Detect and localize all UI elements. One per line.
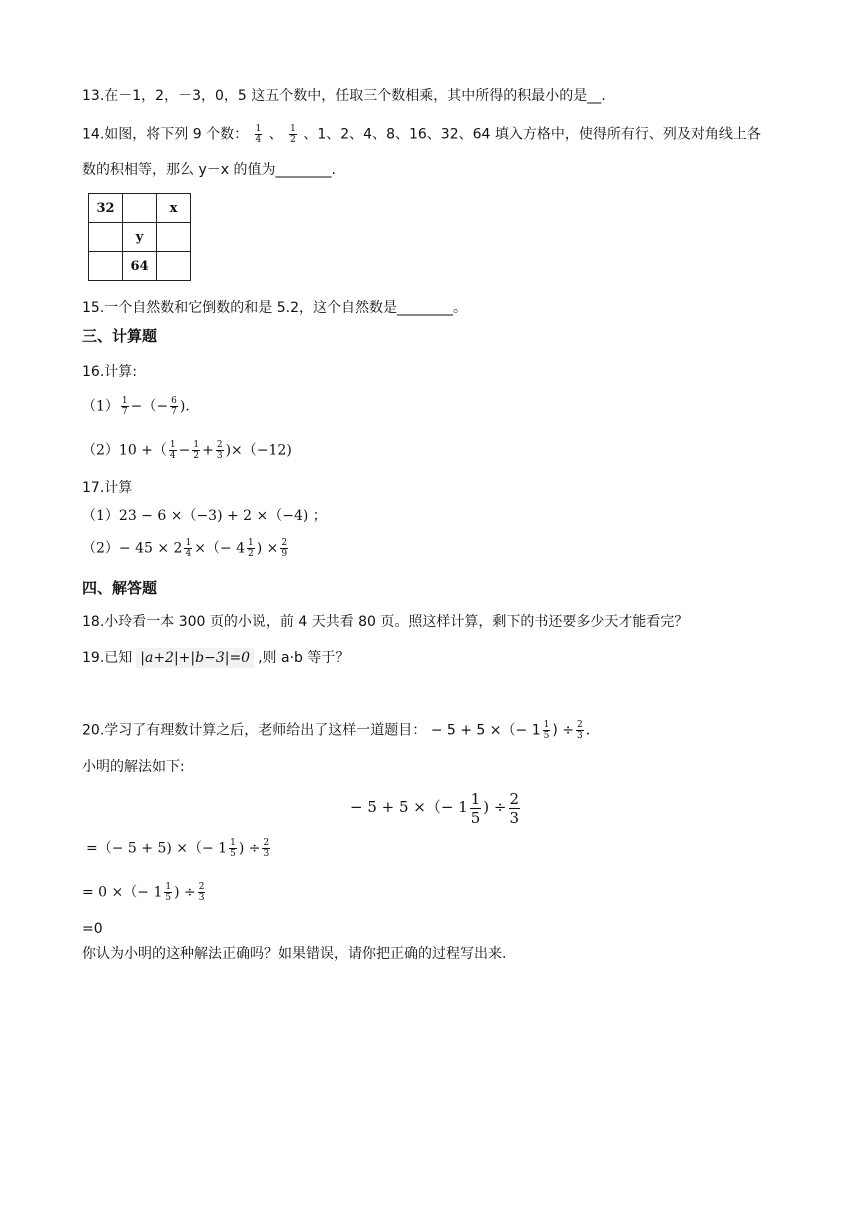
fraction: $\frac{1}{4}$ bbox=[169, 440, 176, 461]
math-text: ． bbox=[585, 722, 600, 739]
fraction: $\frac{2}{3}$ bbox=[263, 838, 270, 859]
grid-cell bbox=[89, 223, 123, 252]
question-15 bbox=[82, 298, 467, 318]
math-text: ) ÷ bbox=[552, 722, 574, 739]
math-text: ) ÷ bbox=[483, 798, 507, 816]
math-text: ) × bbox=[256, 540, 279, 557]
grid-cell bbox=[123, 194, 157, 223]
grid-cell bbox=[89, 252, 123, 281]
math-text: ) ÷ bbox=[174, 884, 196, 901]
math-text: + bbox=[202, 442, 214, 459]
question-14-line2 bbox=[82, 160, 336, 180]
separator: 、 bbox=[268, 126, 283, 143]
math-text: （2）10 +（ bbox=[82, 442, 167, 459]
fraction: $\frac{1}{7}$ bbox=[121, 396, 128, 417]
math-text: ) ÷ bbox=[238, 840, 261, 857]
grid-cell bbox=[157, 223, 191, 252]
math-text: 20.学习了有理数计算之后，老师给出了这样一道题目： − 5 + 5 ×（− 1 bbox=[82, 722, 541, 739]
q19-prefix: 19.已知 bbox=[82, 650, 133, 666]
grid-cell bbox=[157, 252, 191, 281]
grid-cell: 32 bbox=[89, 194, 123, 223]
math-text: ×（− 4 bbox=[194, 540, 246, 557]
question-17-part2 bbox=[82, 538, 290, 559]
fraction: $\frac{1}{5}$ bbox=[230, 838, 236, 859]
fraction: $\frac{1}{5}$ bbox=[470, 789, 481, 827]
fraction: $\frac{1}{2}$ bbox=[193, 440, 200, 461]
q19-suffix: ,则 a·b 等于？ bbox=[258, 650, 350, 666]
fraction: $\frac{1}{2}$ bbox=[248, 538, 254, 559]
absolute-value-equation: |a+2|+|b−3|=0 bbox=[136, 648, 254, 668]
grid-cell: y bbox=[123, 223, 157, 252]
question-16-part2 bbox=[82, 440, 292, 461]
question-15-text: 15.一个自然数和它倒数的和是 5.2，这个自然数是________。 bbox=[82, 300, 467, 316]
question-13 bbox=[82, 86, 606, 106]
question-16-label: 16.计算: bbox=[82, 364, 137, 380]
section-4-heading: 四、解答题 bbox=[82, 579, 158, 597]
math-text: =（− 5 + 5) ×（− 1 bbox=[86, 840, 228, 857]
centered-expression bbox=[350, 788, 522, 827]
fraction: $\frac{1}{4}$ bbox=[185, 538, 192, 559]
question-20-line2: 小明的解法如下: bbox=[82, 759, 185, 775]
math-text: )． bbox=[179, 398, 200, 415]
part-label: （1） bbox=[82, 398, 119, 415]
math-text: = 0 ×（− 1 bbox=[82, 884, 163, 901]
section-3-heading: 三、计算题 bbox=[82, 327, 158, 345]
fraction: $\frac{1}{5}$ bbox=[543, 720, 550, 741]
q14-suffix: 、1、2、4、8、16、32、64 填入方格中，使得所有行、列及对角线上各 bbox=[303, 126, 761, 143]
fraction: $\frac{6}{7}$ bbox=[171, 396, 177, 417]
fraction: $\frac{2}{3}$ bbox=[216, 440, 223, 461]
q14-line2-text: 数的积相等，那么 y－x 的值为________. bbox=[82, 162, 336, 178]
grid-cell: 64 bbox=[123, 252, 157, 281]
fraction: $\frac{1}{5}$ bbox=[165, 882, 172, 903]
fraction: $\frac{2}{9}$ bbox=[281, 538, 288, 559]
grid-cell: x bbox=[157, 194, 191, 223]
math-text: −（− bbox=[130, 398, 169, 415]
solution-step-3: =0 bbox=[82, 921, 103, 937]
question-14-line1 bbox=[82, 124, 761, 145]
question-13-text: 13.在－1，2，－3，0，5 这五个数中，任取三个数相乘，其中所得的积最小的是__. bbox=[82, 88, 606, 104]
question-19 bbox=[82, 648, 349, 668]
fraction-one-quarter: $\frac{1}{4}$ bbox=[255, 124, 262, 145]
question-20-final: 你认为小明的这种解法正确吗？如果错误，请你把正确的过程写出来. bbox=[82, 946, 507, 962]
question-17-part1: （1）23 − 6 ×（−3) + 2 ×（−4) ； bbox=[82, 508, 327, 524]
math-text: )×（−12) bbox=[225, 442, 292, 459]
fraction: $\frac{2}{3}$ bbox=[198, 882, 205, 903]
math-text: − 5 + 5 ×（− 1 bbox=[350, 798, 468, 816]
question-20-line1 bbox=[82, 720, 600, 741]
question-18: 18.小玲看一本 300 页的小说，前 4 天共看 80 页。照这样计算，剩下的书还要多少天才能看完？ bbox=[82, 614, 689, 630]
q14-prefix: 14.如图，将下列 9 个数： bbox=[82, 126, 249, 143]
fraction-one-half: $\frac{1}{2}$ bbox=[290, 124, 296, 145]
solution-step-2 bbox=[82, 882, 207, 903]
math-text: （2）− 45 × 2 bbox=[82, 540, 183, 557]
math-text: − bbox=[178, 442, 191, 459]
fraction: $\frac{2}{3}$ bbox=[577, 720, 583, 741]
fraction: $\frac{2}{3}$ bbox=[509, 789, 520, 827]
solution-step-1 bbox=[86, 838, 272, 859]
magic-square-grid bbox=[88, 193, 191, 281]
question-17-label: 17.计算 bbox=[82, 480, 133, 496]
question-16-part1 bbox=[82, 396, 199, 417]
